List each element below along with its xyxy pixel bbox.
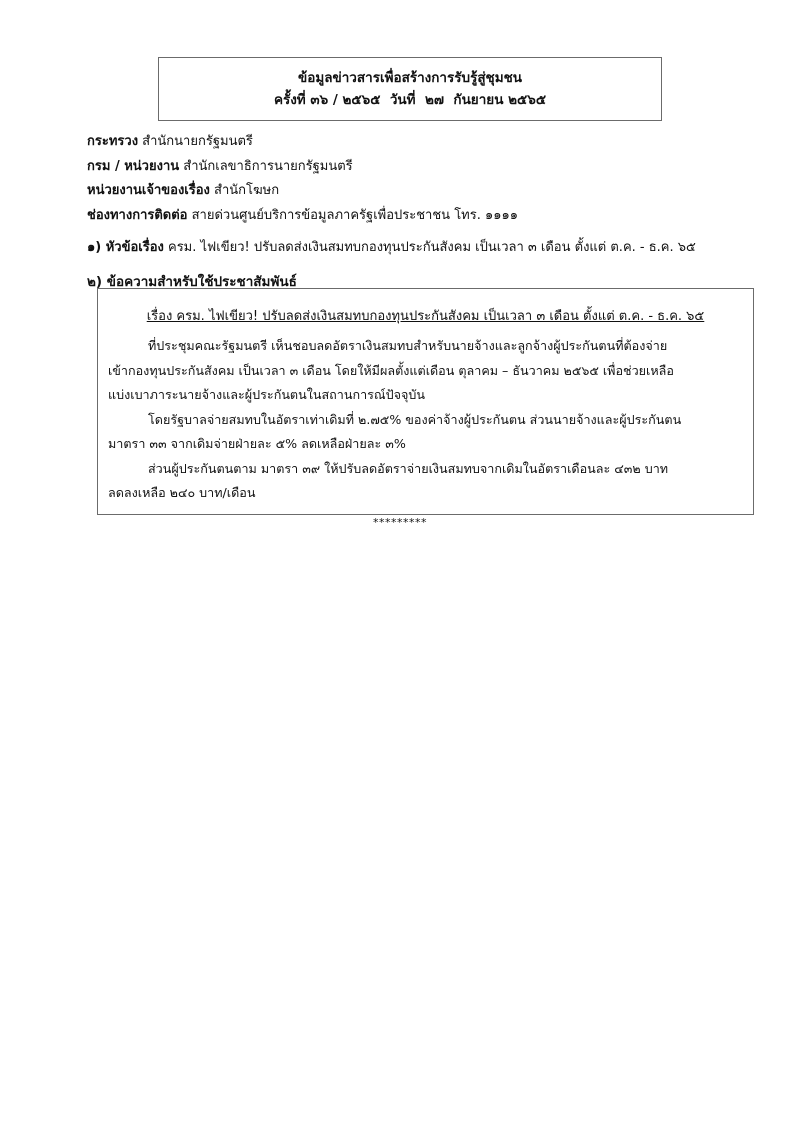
header-box	[158, 57, 662, 121]
topic-text: ครม. ไฟเขียว! ปรับลดส่งเงินสมทบกองทุนประกันสังคม เป็นเวลา ๓ เดือน ตั้งแต่ ต.ค. - ธ.ค. ๖๕	[163, 240, 696, 255]
header-title: ข้อมูลข่าวสารเพื่อสร้างการรับรู้สู่ชุมชน	[297, 70, 523, 86]
meta-value: สำนักโฆษก	[209, 183, 280, 198]
paragraph-line: มาตรา ๓๓ จากเดิมจ่ายฝ่ายละ ๕% ลดเหลือฝ่ายละ ๓%	[108, 436, 406, 451]
meta-label: ช่องทางการติดต่อ	[87, 207, 188, 223]
meta-info	[87, 130, 518, 228]
paragraph-line: เข้ากองทุนประกันสังคม เป็นเวลา ๓ เดือน โดยให้มีผลตั้งแต่เดือน ตุลาคม – ธันวาคม ๒๕๖๕ เพื่อช่วยเหลือ	[108, 362, 674, 378]
paragraph-line: ส่วนผู้ประกันตนตาม มาตรา ๓๙ ให้ปรับลดอัตราจ่ายเงินสมทบจากเดิมในอัตราเดือนละ ๔๓๒ บาท	[148, 460, 669, 476]
paragraph-line: แบ่งเบาภาระนายจ้างและผู้ประกันตนในสถานการณ์ปัจจุบัน	[108, 387, 425, 402]
meta-value: สำนักนายกรัฐมนตรี	[138, 134, 253, 149]
meta-contact	[87, 204, 518, 229]
meta-department	[87, 155, 518, 180]
topic-label: ๑) หัวข้อเรื่อง	[87, 240, 164, 255]
meta-value: สายด่วนศูนย์บริการข้อมูลภาครัฐเพื่อประชาชน โทร. ๑๑๑๑	[187, 207, 519, 223]
meta-ministry	[87, 130, 518, 155]
topic-line	[87, 236, 696, 257]
paragraph-3	[108, 457, 743, 506]
paragraph-line: ที่ประชุมคณะรัฐมนตรี เห็นชอบลดอัตราเงินสมทบสำหรับนายจ้างและลูกจ้างผู้ประกันตนที่ต้องจ่าย	[148, 338, 668, 353]
header-issue: ครั้งที่ ๓๖ / ๒๕๖๕ วันที่ ๒๗ กันยายน ๒๕๖๕	[273, 92, 547, 108]
content-title: เรื่อง ครม. ไฟเขียว! ปรับลดส่งเงินสมทบกองทุนประกันสังคม เป็นเวลา ๓ เดือน ตั้งแต่ ต.ค. - ธ.ค. ๖๕	[146, 309, 705, 324]
paragraph-line: ลดลงเหลือ ๒๔๐ บาท/เดือน	[108, 485, 256, 500]
paragraph-2	[108, 408, 743, 457]
meta-owner	[87, 179, 518, 204]
pr-message-box	[97, 288, 754, 515]
meta-label: กระทรวง	[87, 134, 139, 149]
meta-label: กรม / หน่วยงาน	[87, 158, 180, 174]
meta-label: หน่วยงานเจ้าของเรื่อง	[87, 183, 210, 198]
end-mark: *********	[373, 516, 427, 529]
paragraph-1	[108, 334, 743, 408]
paragraph-line: โดยรัฐบาลจ่ายสมทบในอัตราเท่าเดิมที่ ๒.๗๕% ของค่าจ้างผู้ประกันตน ส่วนนายจ้างและผู้ประกันตน	[148, 411, 682, 427]
section2-heading: ๒) ข้อความสำหรับใช้ประชาสัมพันธ์	[87, 274, 297, 290]
meta-value: สำนักเลขาธิการนายกรัฐมนตรี	[179, 158, 353, 174]
